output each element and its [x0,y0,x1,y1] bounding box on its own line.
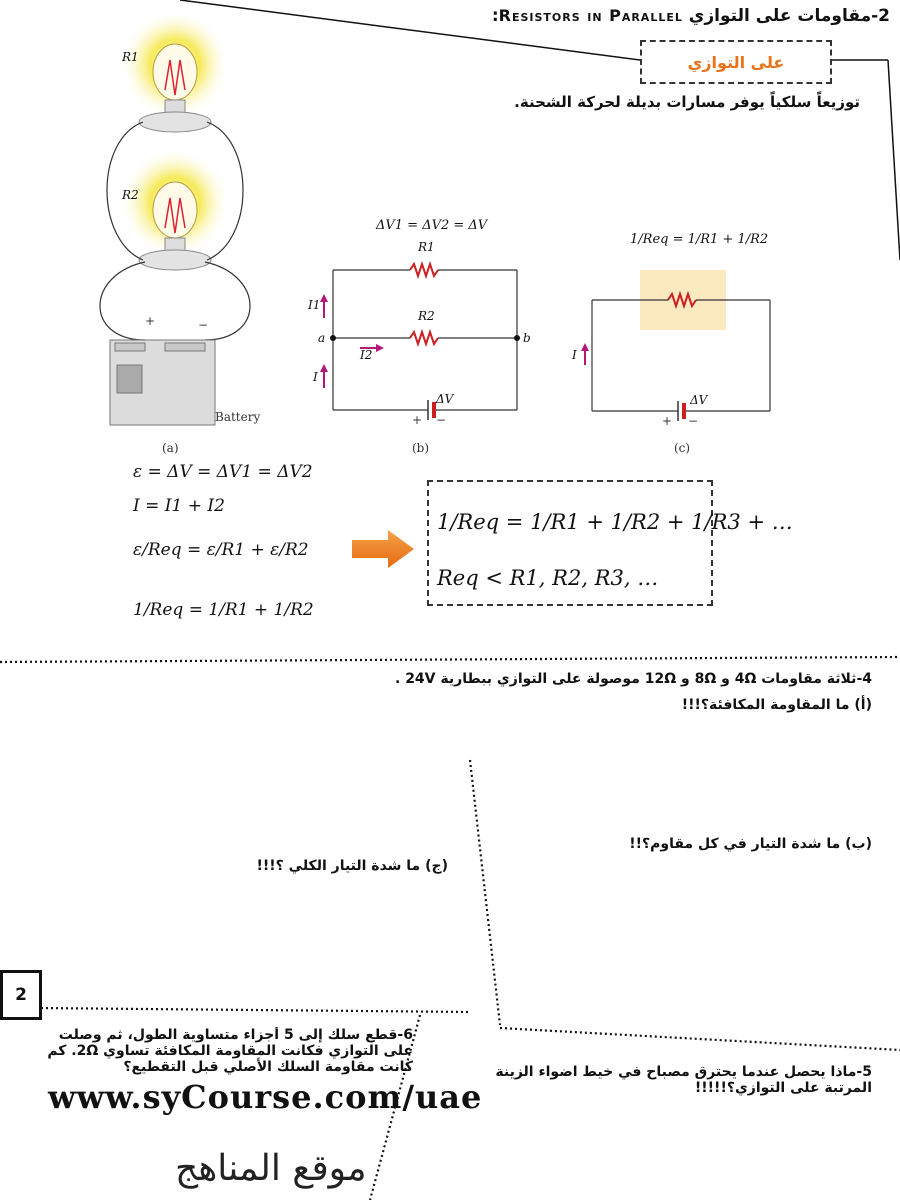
question-5: 5-ماذا يحصل عندما يحترق مصباح في خيط اضواء الزينة المرتبة على التوازي؟!!!!! [495,1064,872,1096]
result-eq-line1: 1/Req = 1/R1 + 1/R2 + 1/R3 + … [437,510,793,534]
fig-b-r1-label: R1 [418,240,435,254]
fig-b-plus: + [412,413,423,427]
fig-a-r2-label: R2 [122,188,139,202]
fig-b-minus: − [436,413,447,427]
fig-a-caption: (a) [162,441,179,455]
header-title-en: Resistors in Parallel [498,6,683,25]
fig-c-minus: − [688,414,699,428]
fig-b-i1-label: I1 [308,298,321,312]
resistor-r1-symbol [410,264,438,276]
question-6: 6-قطع سلك إلى 5 أجزاء متساوية الطول، ثم وصلت على التوازي فكانت المقاومة المكافئة تساوي 2Ω. كم كانت مقاومة السلك الأصلي قبل التقطيع؟ [47,1027,413,1075]
watermark-url: www.syCourse.com/uae [48,1078,483,1116]
result-eq-line2: Req < R1, R2, R3, … [437,566,659,590]
page-number [0,970,42,1020]
badge-label: على التوازي [687,52,785,72]
question-4b: (ب) ما شدة التيار في كل مقاوم؟!! [629,836,872,852]
fig-a-battery-label: Battery [215,410,261,424]
page-number-text: 2 [15,985,27,1005]
eq-emf-over-req: ε/Req = ε/R1 + ε/R2 [133,540,309,560]
question-4a: (أ) ما المقاومة المكافئة؟!!! [681,697,872,713]
fig-b-dv: ΔV [436,392,454,406]
fig-b-node-b: b [523,331,531,345]
parallel-badge [640,40,832,84]
arrow-right-icon [350,528,416,570]
fig-b-node-a: a [318,331,326,345]
eq-current-sum: I = I1 + I2 [133,496,225,516]
fig-a-minus: − [198,318,209,332]
watermark-site-name: موقع المناهج [175,1148,367,1189]
fig-b-caption: (b) [412,441,430,455]
figure-c-equivalent-circuit [580,265,780,425]
fig-b-i2-label: I2 [360,348,373,362]
figure-b-parallel-circuit [300,230,540,430]
fig-a-r1-label: R1 [122,50,139,64]
fig-c-dv: ΔV [690,393,708,407]
fig-c-i-label: I [572,348,577,362]
question-4: 4-ثلاثة مقاومات 4Ω و 8Ω و 12Ω موصولة على التوازي ببطارية 24V . [394,671,872,687]
header-number: 2- [871,6,890,26]
result-equation-box [427,480,793,606]
eq-inverse-req: 1/Req = 1/R1 + 1/R2 [133,600,314,620]
eq-emf: ε = ΔV = ΔV1 = ΔV2 [133,462,313,482]
section-header [492,6,890,26]
fig-b-top-eq: ΔV1 = ΔV2 = ΔV [376,218,488,233]
fig-c-top-eq: 1/Req = 1/R1 + 1/R2 [630,232,769,247]
header-colon: : [491,6,499,26]
figure-a-bulbs-battery [95,10,275,460]
resistor-r2-symbol [410,332,438,344]
fig-c-plus: + [662,414,673,428]
fig-a-plus: + [145,314,156,328]
fig-b-i-label: I [313,370,318,384]
fig-b-r2-label: R2 [418,309,435,323]
header-title-ar: مقاومات على التوازي [688,6,872,26]
definition-text: توزيعاً سلكياً يوفر مسارات بديلة لحركة الشحنة. [514,93,860,111]
fig-c-caption: (c) [674,441,691,455]
question-4c: (ج) ما شدة التيار الكلي ؟!!! [256,858,448,874]
